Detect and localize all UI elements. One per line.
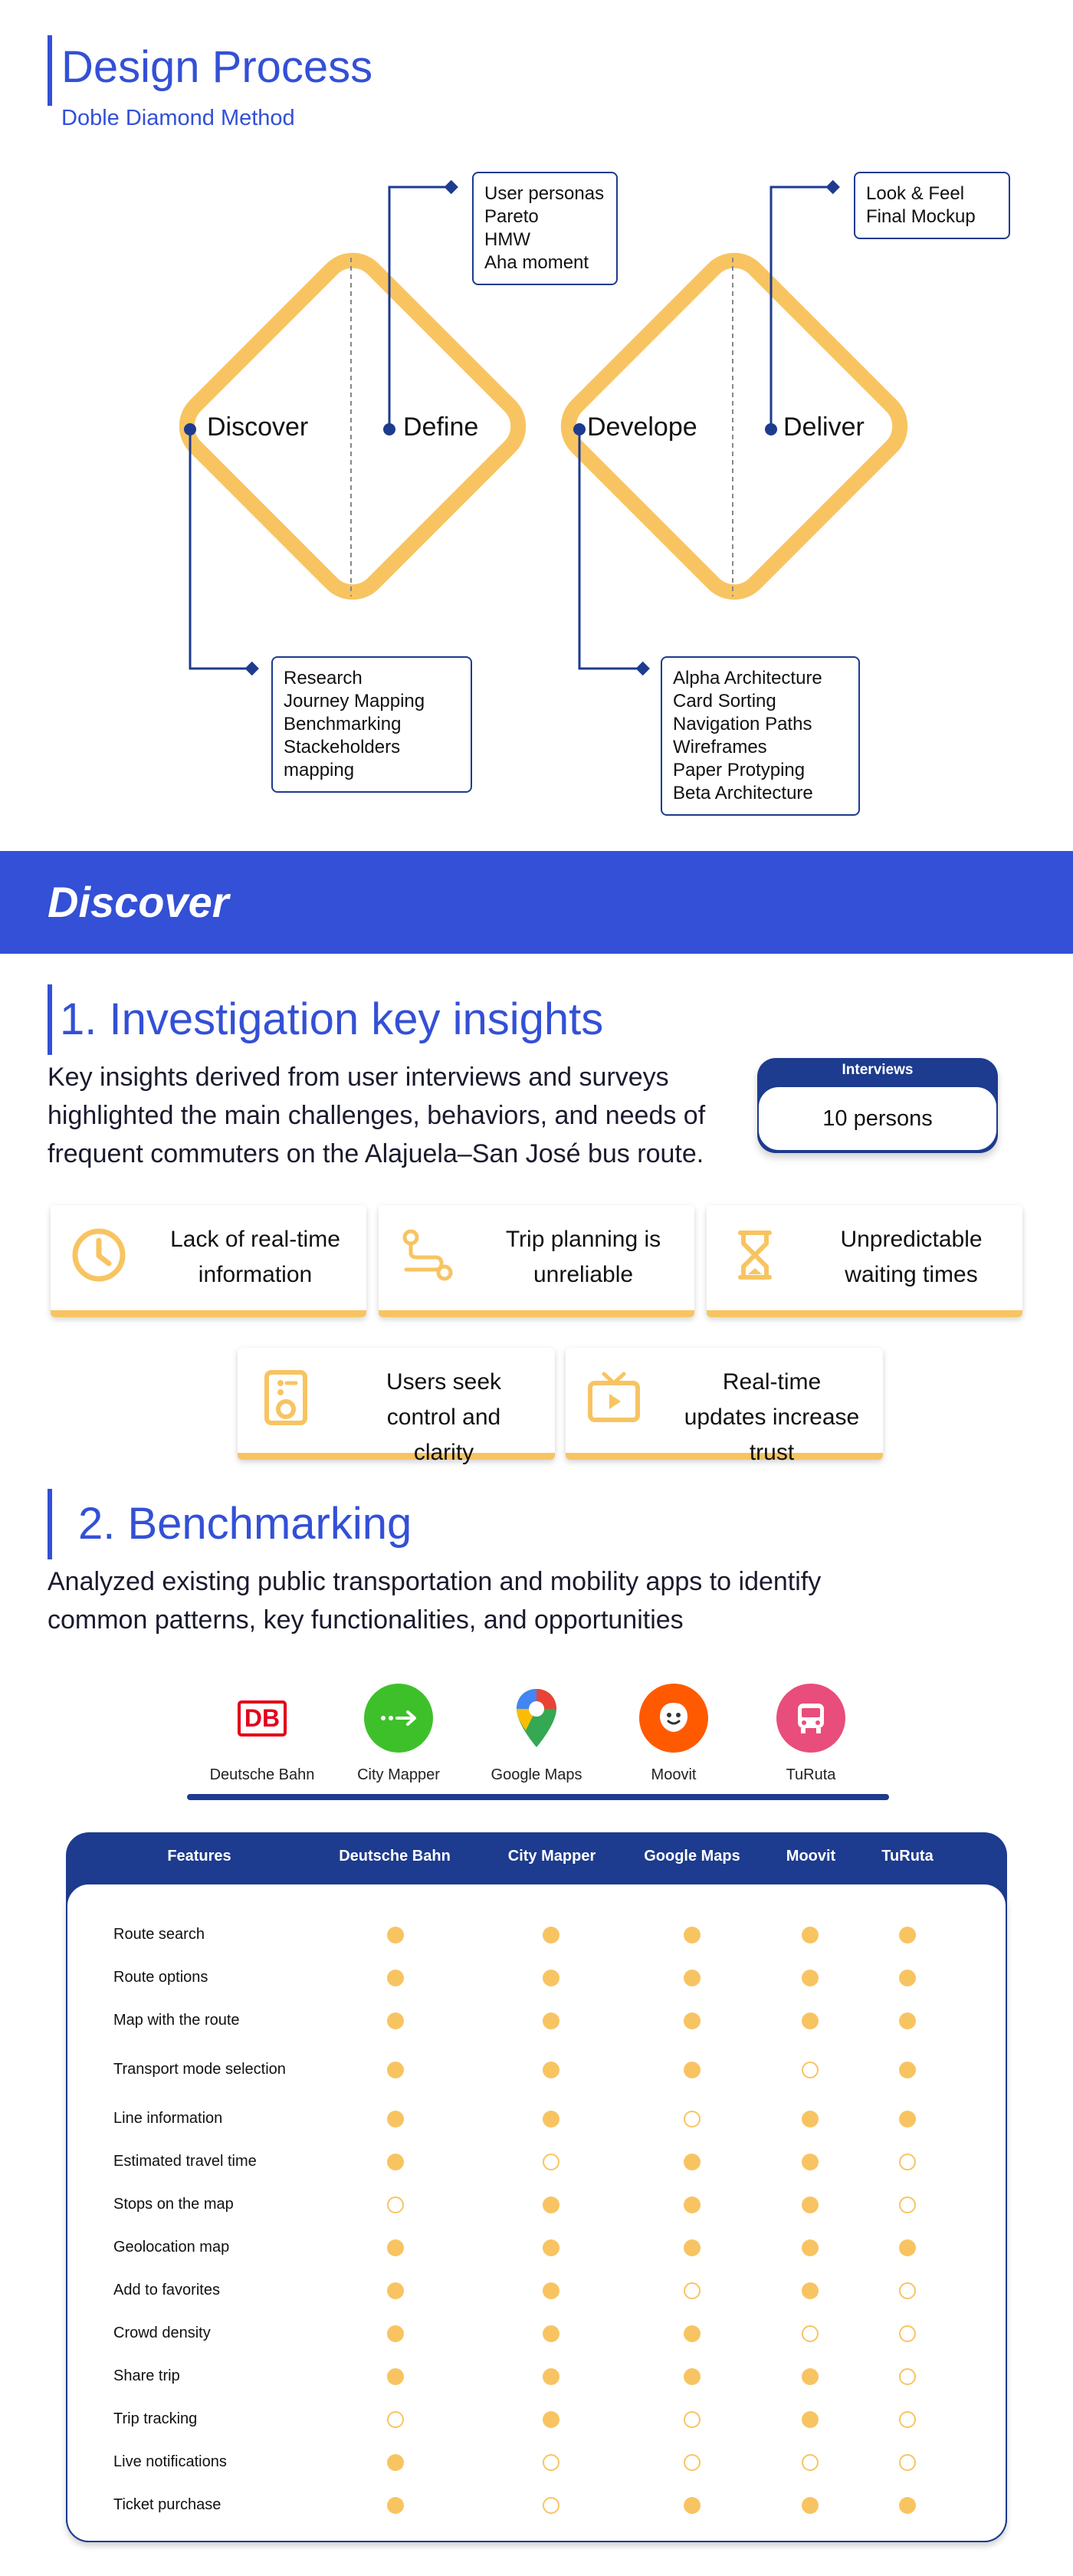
insight-text: Trip planning is unreliable (505, 1227, 661, 1287)
table-row-feature: Add to favorites (113, 2282, 220, 2298)
insight-card (566, 1348, 883, 1465)
feature-supported-dot (802, 2368, 819, 2385)
feature-supported-dot (684, 2062, 701, 2078)
insight-text: Real-time updates increase trust (684, 1369, 860, 1465)
dot-discover (184, 423, 196, 435)
arrow-deliver (826, 180, 840, 194)
note-define-line: User personas (484, 183, 605, 204)
section2-accent-bar (48, 1489, 52, 1559)
section1-body: Key insights derived from user interviews and surveys highlighted the main challenges, behaviors, and needs of frequent commuters on the Alajuela–San José bus route. (48, 1063, 706, 1168)
note-develope-line: Paper Protyping (673, 760, 806, 780)
section1-accent-bar (48, 984, 52, 1055)
feature-supported-dot (802, 2282, 819, 2299)
feature-supported-dot (802, 2111, 819, 2128)
arrow-define (445, 180, 458, 194)
note-discover-line: Research (284, 668, 363, 688)
feature-unsupported-dot (899, 2282, 916, 2299)
note-develope-line: Card Sorting (673, 691, 776, 711)
feature-unsupported-dot (684, 2111, 701, 2128)
app-turuta (750, 1684, 872, 1784)
feature-supported-dot (899, 1970, 916, 1986)
insight-text: Unpredictable waiting times (840, 1227, 983, 1287)
table-header-turuta: TuRuta (881, 1848, 934, 1865)
table-row-feature: Route options (113, 1969, 208, 1986)
phase-define: Define (403, 412, 479, 442)
feature-supported-dot (543, 2282, 559, 2299)
table-row-feature: Map with the route (113, 2012, 240, 2029)
interviews-label: Interviews (842, 1062, 914, 1078)
app-name: Deutsche Bahn (209, 1766, 315, 1783)
table-row-feature: Share trip (113, 2367, 180, 2384)
feature-supported-dot (387, 2154, 404, 2170)
feature-supported-dot (802, 2154, 819, 2170)
db-logo-text: DB (238, 1700, 287, 1737)
note-develope (661, 656, 860, 816)
note-discover-line: Benchmarking (284, 714, 402, 734)
note-discover (271, 656, 472, 793)
table-header-deutsche-bahn: Deutsche Bahn (339, 1848, 451, 1865)
feature-supported-dot (802, 2411, 819, 2428)
insight-card (379, 1205, 694, 1317)
feature-unsupported-dot (802, 2325, 819, 2342)
feature-supported-dot (802, 2196, 819, 2213)
app-name: Moovit (651, 1766, 697, 1783)
note-discover-line: mapping (284, 760, 355, 780)
feature-supported-dot (543, 2062, 559, 2078)
note-develope-line: Wireframes (673, 737, 767, 757)
feature-supported-dot (684, 2196, 701, 2213)
phase-discover: Discover (207, 412, 309, 442)
double-diamond-diagram (0, 0, 1073, 843)
table-row-feature: Ticket purchase (113, 2496, 221, 2513)
hourglass-icon (727, 1227, 783, 1283)
insight-card (707, 1205, 1022, 1317)
feature-unsupported-dot (802, 2454, 819, 2471)
app-name: TuRuta (786, 1766, 836, 1783)
feature-supported-dot (387, 2111, 404, 2128)
feature-unsupported-dot (899, 2325, 916, 2342)
table-row-feature: Stops on the map (113, 2196, 234, 2213)
feature-supported-dot (802, 1927, 819, 1944)
feature-supported-dot (543, 2325, 559, 2342)
table-row-feature: Line information (113, 2110, 223, 2127)
feature-supported-dot (543, 2111, 559, 2128)
insight-text: Lack of real-time information (170, 1227, 340, 1287)
turuta-logo-icon (776, 1684, 845, 1753)
feature-supported-dot (387, 2013, 404, 2029)
feature-unsupported-dot (899, 2368, 916, 2385)
note-develope-line: Beta Architecture (673, 783, 813, 803)
feature-supported-dot (684, 2368, 701, 2385)
app-deutsche-bahn (201, 1684, 323, 1784)
app-name: Google Maps (491, 1766, 582, 1783)
table-header-features: Features (167, 1848, 231, 1865)
google-maps-logo-icon (502, 1684, 571, 1753)
feature-supported-dot (543, 2196, 559, 2213)
feature-supported-dot (387, 2325, 404, 2342)
feature-supported-dot (387, 2282, 404, 2299)
feature-supported-dot (899, 2497, 916, 2514)
feature-supported-dot (899, 2239, 916, 2256)
interviews-value: 10 persons (757, 1086, 998, 1152)
feature-supported-dot (387, 2368, 404, 2385)
table-row-feature: Estimated travel time (113, 2153, 257, 2170)
phase-deliver: Deliver (783, 412, 865, 442)
note-discover-line: Journey Mapping (284, 691, 425, 711)
logos-underline (187, 1794, 889, 1800)
feature-unsupported-dot (387, 2411, 404, 2428)
table-header-google-maps: Google Maps (644, 1848, 740, 1865)
feature-unsupported-dot (684, 2411, 701, 2428)
feature-supported-dot (543, 1970, 559, 1986)
note-define (472, 172, 618, 285)
feature-unsupported-dot (802, 2062, 819, 2078)
note-deliver-line: Look & Feel (866, 183, 965, 204)
section2-body: Analyzed existing public transportation and mobility apps to identify common patterns, key functionalities, and opportunities (48, 1567, 822, 1635)
feature-supported-dot (899, 2062, 916, 2078)
feature-supported-dot (387, 2062, 404, 2078)
feature-supported-dot (684, 2497, 701, 2514)
dot-define (383, 423, 395, 435)
feature-supported-dot (543, 2239, 559, 2256)
table-row-feature: Trip tracking (113, 2410, 198, 2427)
feature-supported-dot (387, 2497, 404, 2514)
note-discover-line: Stackeholders (284, 737, 401, 757)
feature-unsupported-dot (899, 2154, 916, 2170)
route-icon (399, 1227, 455, 1283)
note-define-line: HMW (484, 229, 530, 250)
phase-develope: Develope (587, 412, 697, 442)
feature-supported-dot (899, 1927, 916, 1944)
feature-supported-dot (684, 2325, 701, 2342)
table-row-feature: Transport mode selection (113, 2061, 286, 2078)
feature-supported-dot (543, 2368, 559, 2385)
table-header-moovit: Moovit (786, 1848, 836, 1865)
table-row-feature: Crowd density (113, 2325, 211, 2341)
feature-supported-dot (543, 2013, 559, 2029)
feature-supported-dot (387, 1970, 404, 1986)
arrow-develope (636, 662, 650, 675)
app-moovit (612, 1684, 735, 1784)
feature-unsupported-dot (684, 2282, 701, 2299)
section1-title: 1. Investigation key insights (60, 994, 604, 1044)
feature-unsupported-dot (387, 2196, 404, 2213)
feature-unsupported-dot (684, 2454, 701, 2471)
note-develope-line: Navigation Paths (673, 714, 812, 734)
feature-supported-dot (543, 1927, 559, 1944)
dot-deliver (765, 423, 777, 435)
note-deliver-line: Final Mockup (866, 206, 976, 227)
moovit-logo-icon (639, 1684, 708, 1753)
feature-supported-dot (387, 2239, 404, 2256)
note-define-line: Aha moment (484, 252, 589, 273)
feature-supported-dot (899, 2013, 916, 2029)
feature-supported-dot (802, 1970, 819, 1986)
table-row-feature: Geolocation map (113, 2239, 230, 2256)
feature-supported-dot (684, 1970, 701, 1986)
page-title: Design Process (61, 42, 373, 92)
insight-text: Users seek control and clarity (386, 1369, 502, 1465)
control-panel-icon (258, 1369, 314, 1426)
feature-supported-dot (684, 1927, 701, 1944)
discover-banner-title: Discover (48, 878, 229, 926)
page-subtitle: Doble Diamond Method (61, 106, 295, 130)
feature-supported-dot (899, 2111, 916, 2128)
note-deliver (854, 172, 1010, 239)
app-city-mapper (337, 1684, 460, 1784)
feature-supported-dot (543, 2411, 559, 2428)
feature-unsupported-dot (543, 2154, 559, 2170)
section2-title: 2. Benchmarking (78, 1499, 412, 1549)
feature-supported-dot (684, 2154, 701, 2170)
feature-supported-dot (802, 2239, 819, 2256)
live-screen-icon (586, 1369, 642, 1426)
dot-develope (573, 423, 586, 435)
feature-unsupported-dot (899, 2411, 916, 2428)
feature-unsupported-dot (899, 2196, 916, 2213)
arrow-discover (245, 662, 259, 675)
feature-supported-dot (802, 2497, 819, 2514)
table-row-feature: Route search (113, 1926, 205, 1943)
feature-supported-dot (387, 1927, 404, 1944)
table-header-city-mapper: City Mapper (507, 1848, 596, 1865)
app-name: City Mapper (357, 1766, 440, 1783)
feature-unsupported-dot (899, 2454, 916, 2471)
clock-icon (71, 1227, 127, 1283)
note-develope-line: Alpha Architecture (673, 668, 822, 688)
citymapper-logo-icon (364, 1684, 433, 1753)
feature-unsupported-dot (543, 2454, 559, 2471)
feature-supported-dot (387, 2454, 404, 2471)
insight-card (238, 1348, 555, 1465)
insight-card (51, 1205, 366, 1317)
feature-supported-dot (684, 2239, 701, 2256)
feature-supported-dot (802, 2013, 819, 2029)
feature-supported-dot (684, 2013, 701, 2029)
table-row-feature: Live notifications (113, 2453, 227, 2470)
app-google-maps (475, 1684, 598, 1784)
db-logo-icon (228, 1684, 297, 1753)
note-define-line: Pareto (484, 206, 539, 227)
feature-unsupported-dot (543, 2497, 559, 2514)
